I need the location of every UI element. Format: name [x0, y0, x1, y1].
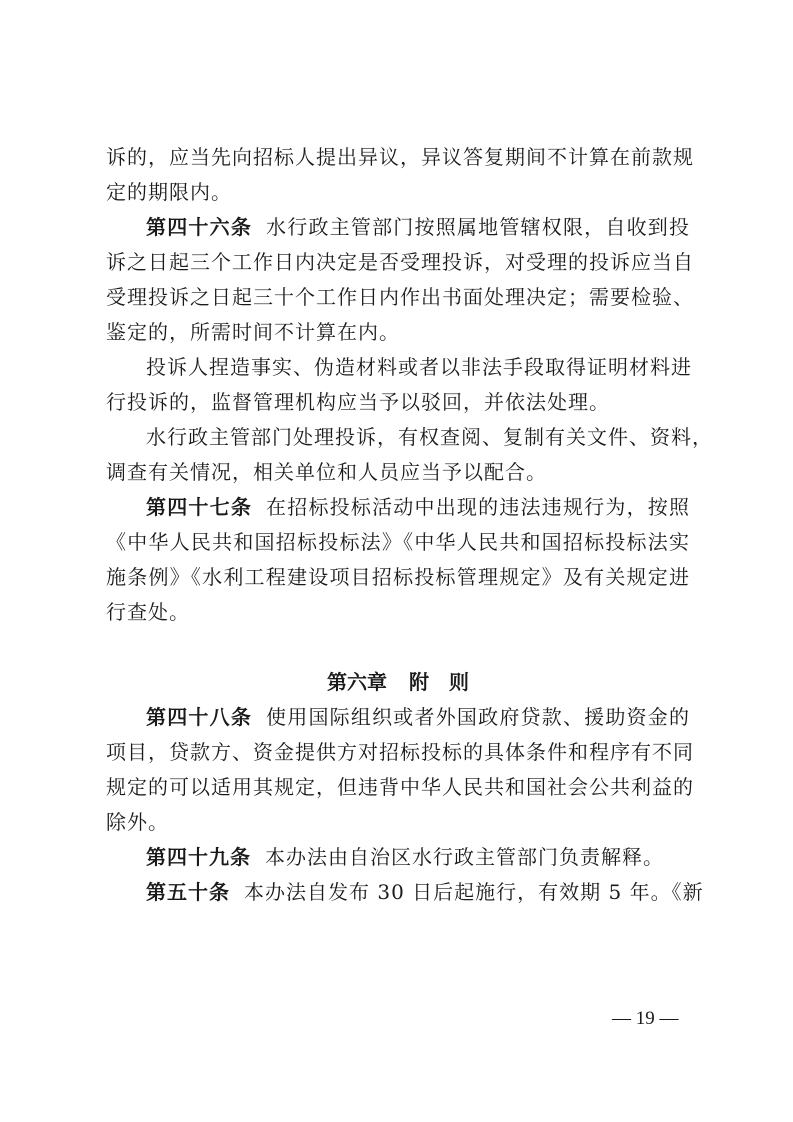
text-line: [106, 595, 690, 630]
paragraph: [106, 700, 694, 840]
text-line: [106, 840, 690, 875]
line-text: 规定的可以适用其规定，但违背中华人民共和国社会公共利益的: [106, 775, 694, 799]
line-text: 施条例》《水利工程建设项目招标投标管理规定》及有关规定进: [106, 565, 690, 589]
paragraph: [106, 140, 694, 210]
line-text: 水行政主管部门处理投诉，有权查阅、复制有关文件、资料，: [146, 425, 713, 449]
text-line: [106, 735, 694, 770]
chapter-heading: [106, 665, 690, 700]
text-line: [106, 175, 690, 210]
line-text: 除外。: [106, 810, 169, 834]
line-text: 本办法自发布 30 日后起施行，有效期 5 年。《新: [244, 880, 704, 904]
line-text: 诉之日起三个工作日内决定是否受理投诉，对受理的投诉应当自: [106, 250, 694, 274]
text-line: [106, 560, 690, 595]
line-text: 使用国际组织或者外国政府贷款、援助资金的: [266, 705, 691, 729]
text-line: [106, 700, 690, 735]
text-line: [106, 805, 690, 840]
text-line: [106, 770, 694, 805]
text-line: [106, 315, 690, 350]
line-text: 受理投诉之日起三十个工作日内作出书面处理决定；需要检验、: [106, 285, 694, 309]
text-line: [106, 245, 694, 280]
text-line: [106, 350, 690, 385]
paragraph: [106, 210, 694, 350]
paragraph: [106, 350, 690, 420]
text-line: [106, 210, 690, 245]
text-line: [106, 875, 704, 910]
line-text: 投诉人捏造事实、伪造材料或者以非法手段取得证明材料进: [146, 355, 692, 379]
paragraph: [106, 490, 690, 630]
chapter-title: 附 则: [409, 670, 469, 694]
text-line: [106, 280, 694, 315]
text-line: [106, 490, 690, 525]
article-number: 第四十七条: [146, 495, 253, 519]
chapter-number: 第六章: [327, 670, 387, 694]
line-text: 定的期限内。: [106, 180, 232, 204]
line-text: 调查有关情况，相关单位和人员应当予以配合。: [106, 460, 547, 484]
line-text: 《中华人民共和国招标投标法》《中华人民共和国招标投标法实: [106, 530, 690, 554]
article-number: 第四十六条: [146, 215, 253, 239]
line-text: 本办法由自治区水行政主管部门负责解释。: [265, 845, 664, 869]
article-number: 第五十条: [146, 880, 230, 904]
line-text: 项目，贷款方、资金提供方对招标投标的具体条件和程序有不同: [106, 740, 694, 764]
text-line: [106, 140, 694, 175]
paragraph: [106, 875, 704, 910]
line-text: 行投诉的，监督管理机构应当予以驳回，并依法处理。: [106, 390, 610, 414]
text-line: [106, 525, 690, 560]
text-line: [106, 455, 690, 490]
line-text: 水行政主管部门按照属地管辖权限，自收到投: [266, 215, 691, 239]
line-text: 鉴定的，所需时间不计算在内。: [106, 320, 400, 344]
paragraph: [106, 840, 690, 875]
paragraph: [106, 420, 713, 490]
document-body: [106, 140, 713, 910]
line-text: 在招标投标活动中出现的违法违规行为，按照: [266, 495, 691, 519]
line-text: 诉的，应当先向招标人提出异议，异议答复期间不计算在前款规: [106, 145, 694, 169]
line-text: 行查处。: [106, 600, 190, 624]
text-line: [106, 385, 690, 420]
text-line: [106, 420, 713, 455]
article-number: 第四十八条: [146, 705, 253, 729]
article-number: 第四十九条: [146, 845, 251, 869]
page-number: — 19 —: [612, 1008, 679, 1029]
